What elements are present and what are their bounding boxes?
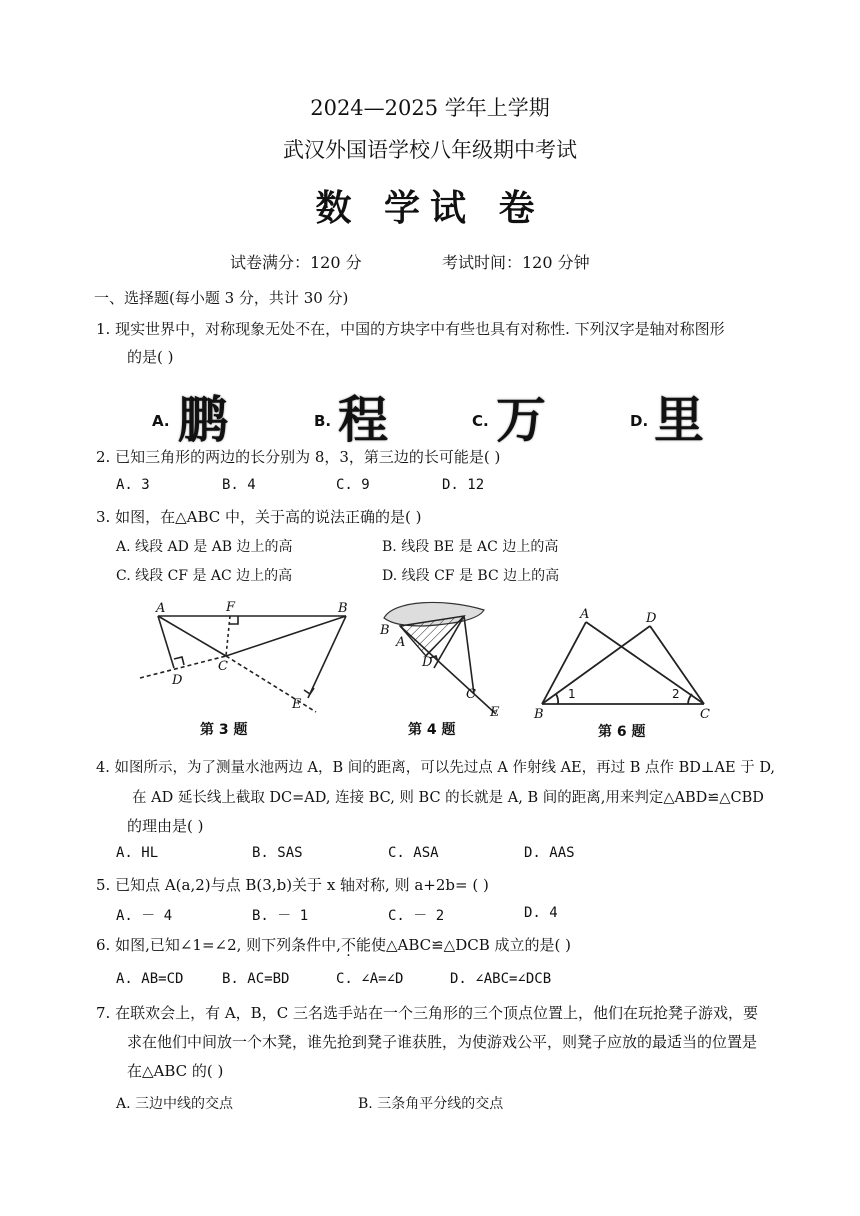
fig3-label-c: C: [218, 659, 228, 674]
q1-option-a-letter: A.: [152, 412, 170, 430]
q5-option-b: B. － 1: [252, 908, 309, 924]
q3-option-b: B. 线段 BE 是 AC 边上的高: [382, 539, 559, 555]
q4-option-a: A. HL: [116, 845, 159, 861]
q6-stem-post: 能使△ABC≌△DCB 成立的是( ): [355, 936, 571, 954]
q3-option-a: A. 线段 AD 是 AB 边上的高: [116, 539, 293, 555]
q5-option-d: D. 4: [524, 905, 558, 921]
q4-option-d: D. AAS: [524, 845, 575, 861]
q4-option-c: C. ASA: [388, 845, 439, 861]
q6-stem-pre: 6. 如图,已知∠1=∠2, 则下列条件中,: [96, 936, 341, 954]
q7-line1: 7. 在联欢会上，有 A，B，C 三名选手站在一个三角形的三个顶点位置上，他们在玩抢凳子游戏，要: [96, 1004, 758, 1022]
fig4-caption: 第 4 题: [408, 722, 456, 738]
fig6-label-d: D: [646, 611, 657, 626]
q1-option-b-char: 程: [338, 391, 388, 449]
section-title: 一、选择题(每小题 3 分，共计 30 分): [94, 289, 349, 307]
q1-option-c-char: 万: [496, 391, 546, 449]
fig6-label-a: A: [580, 607, 590, 622]
q3-stem: 3. 如图，在△ABC 中，关于高的说法正确的是( ): [96, 508, 422, 526]
q7-option-b: B. 三条角平分线的交点: [358, 1096, 504, 1112]
figure-4: [374, 596, 514, 741]
q7-line3: 在△ABC 的( ): [127, 1062, 224, 1080]
fig4-label-a: A: [396, 635, 406, 650]
q2-option-d: D. 12: [442, 477, 485, 493]
q2-option-b: B. 4: [222, 477, 256, 493]
full-score: 试卷满分：120 分: [230, 253, 362, 272]
q4-option-b: B. SAS: [252, 845, 303, 861]
fig3-label-a: A: [156, 601, 166, 616]
q4-line2: 在 AD 延长线上截取 DC=AD, 连接 BC, 则 BC 的长就是 A, B 间的距离,用来判定△ABD≌△CBD: [132, 790, 764, 806]
q3-option-d: D. 线段 CF 是 BC 边上的高: [382, 568, 560, 584]
q6-stem: [96, 934, 571, 955]
figure-3: [130, 596, 370, 741]
exam-time: 考试时间：120 分钟: [442, 253, 590, 272]
q5-option-c: C. － 2: [388, 908, 445, 924]
fig4-label-b: B: [380, 623, 390, 638]
q6-option-d: D. ∠ABC=∠DCB: [450, 971, 552, 987]
fig6-angle-1: 1: [568, 687, 576, 701]
fig4-label-c: C: [466, 687, 476, 702]
q4-line1: 4. 如图所示，为了测量水池两边 A，B 间的距离，可以先过点 A 作射线 AE，再过 B 点作 BD⊥AE 于 D,: [96, 760, 776, 776]
q1-line1: 1. 现实世界中，对称现象无处不在，中国的方块字中有些也具有对称性. 下列汉字是轴对称图形: [96, 320, 725, 338]
q1-option-c-letter: C.: [472, 412, 489, 430]
fig6-angle-2: 2: [672, 687, 680, 701]
q2-option-a: A. 3: [116, 477, 150, 493]
exam-school: 武汉外国语学校八年级期中考试: [283, 138, 577, 162]
fig4-label-d: D: [422, 655, 433, 670]
q5-option-a: A. － 4: [116, 908, 173, 924]
fig4-label-e: E: [490, 705, 500, 720]
fig6-label-b: B: [534, 707, 544, 722]
q3-option-c: C. 线段 CF 是 AC 边上的高: [116, 568, 293, 584]
q1-option-d-letter: D.: [630, 412, 649, 430]
fig3-label-e: E: [292, 697, 302, 712]
q1-option-d-char: 里: [654, 391, 704, 449]
fig6-caption: 第 6 题: [598, 724, 646, 740]
q4-line3: 的理由是( ): [127, 817, 204, 835]
q1-option-a-char: 鹏: [178, 391, 228, 449]
fig3-label-b: B: [338, 601, 348, 616]
fig3-label-f: F: [226, 600, 236, 615]
q6-stem-emphasis: 不: [340, 936, 356, 954]
q6-option-a: A. AB=CD: [116, 971, 184, 987]
q7-option-a: A. 三边中线的交点: [116, 1096, 234, 1112]
q7-line2: 求在他们中间放一个木凳，谁先抢到凳子谁获胜，为使游戏公平，则凳子应放的最适当的位置是: [127, 1033, 758, 1051]
q5-stem: 5. 已知点 A(a,2)与点 B(3,b)关于 x 轴对称, 则 a+2b= ( ): [96, 876, 489, 894]
figure-6: [528, 600, 718, 742]
q2-option-c: C. 9: [336, 477, 370, 493]
fig3-caption: 第 3 题: [200, 722, 248, 738]
q1-line2: 的是( ): [127, 348, 174, 366]
q6-option-b: B. AC=BD: [222, 971, 290, 987]
q6-option-c: C. ∠A=∠D: [336, 971, 404, 987]
exam-subject-title: 数 学试 卷: [315, 187, 545, 229]
fig6-label-c: C: [700, 707, 710, 722]
exam-term: 2024—2025 学年上学期: [310, 96, 550, 120]
q1-option-b-letter: B.: [314, 412, 332, 430]
q2-stem: 2. 已知三角形的两边的长分别为 8，3，第三边的长可能是( ): [96, 448, 501, 466]
fig3-label-d: D: [172, 673, 183, 688]
